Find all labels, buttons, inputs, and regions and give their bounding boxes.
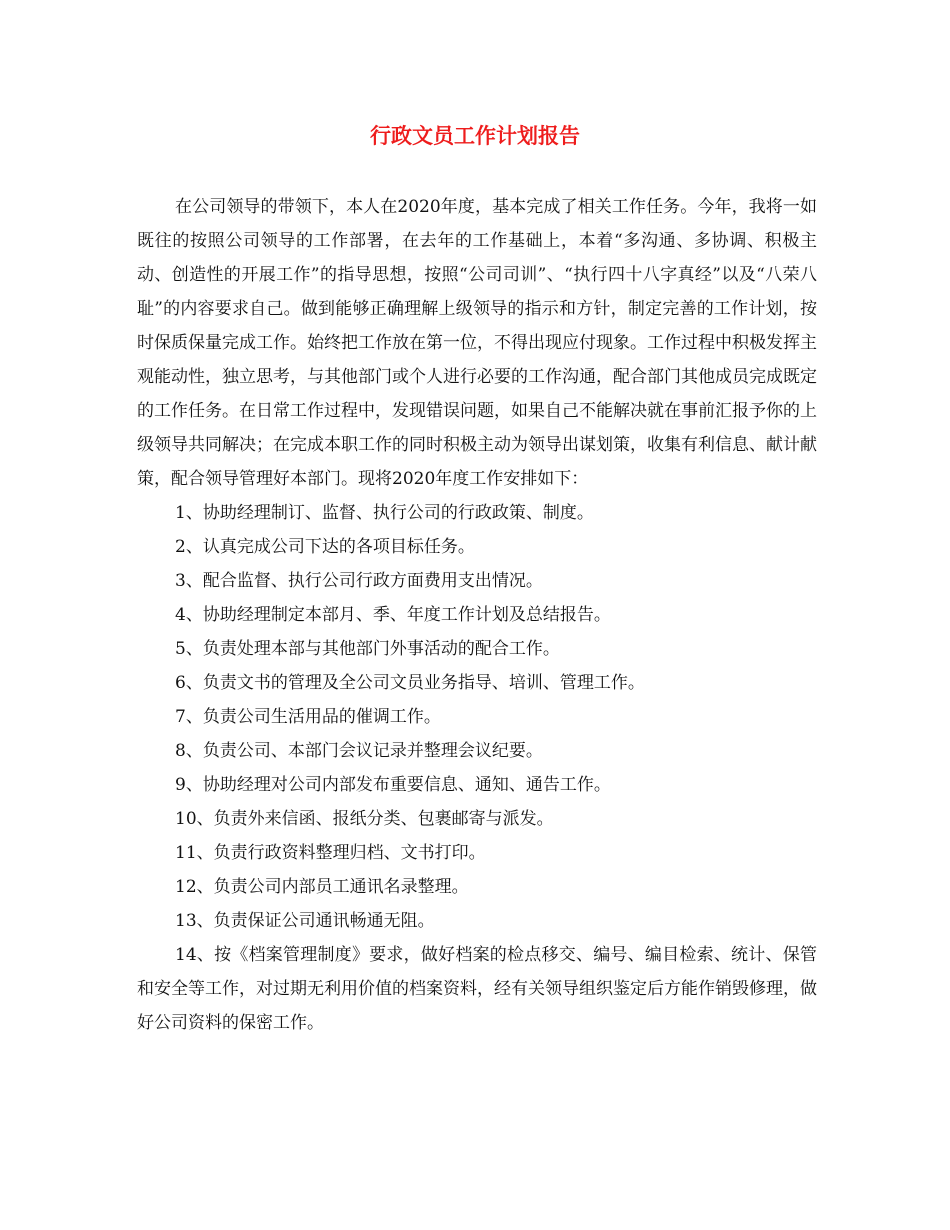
list-item: 6、负责文书的管理及全公司文员业务指导、培训、管理工作。: [175, 673, 645, 693]
document-title: 行政文员工作计划报告: [370, 123, 580, 148]
list-item: 11、负责行政资料整理归档、文书打印。: [175, 843, 486, 863]
intro-paragraph: 在公司领导的带领下，本人在2020年度，基本完成了相关工作任务。今年，我将一如既往的按照公司领导的工作部署，在去年的工作基础上，本着“多沟通、多协调、积极主动、创造性的开展工作”的指导思想，按照“公司司训”、“执行四十八字真经”以及“八荣八耻”的内容要求自己。做到能够正确理解上级领导的指示和方针，制定完善的工作计划，按时保质保量完成工作。始终把工作放在第一位，不得出现应付现象。工作过程中积极发挥主观能动性，独立思考，与其他部门或个人进行必要的工作沟通，配合部门其他成员完成既定的工作任务。在日常工作过程中，发现错误问题，如果自己不能解决就在事前汇报予你的上级领导共同解决；在完成本职工作的同时积极主动为领导出谋划策，收集有利信息、献计献策，配合领导管理好本部门。现将2020年度工作安排如下：: [137, 197, 817, 489]
list-item: 9、协助经理对公司内部发布重要信息、通知、通告工作。: [175, 775, 611, 795]
list-item: 12、负责公司内部员工通讯名录整理。: [175, 877, 469, 897]
list-item: 4、协助经理制定本部月、季、年度工作计划及总结报告。: [175, 605, 611, 625]
list-item: 2、认真完成公司下达的各项目标任务。: [175, 537, 475, 557]
list-item: 14、按《档案管理制度》要求，做好档案的检点移交、编号、编目检索、统计、保管和安全等工作，对过期无利用价值的档案资料，经有关领导组织鉴定后方能作销毁修理，做好公司资料的保密工作。: [137, 945, 817, 1033]
list-item: 13、负责保证公司通讯畅通无阻。: [175, 911, 435, 931]
list-item: 3、配合监督、执行公司行政方面费用支出情况。: [175, 571, 543, 591]
list-item: 1、协助经理制订、监督、执行公司的行政政策、制度。: [175, 503, 594, 523]
document-body: [137, 190, 817, 1040]
list-item: 5、负责处理本部与其他部门外事活动的配合工作。: [175, 639, 560, 659]
list-item: 7、负责公司生活用品的催调工作。: [175, 707, 441, 727]
list-item: 10、负责外来信函、报纸分类、包裹邮寄与派发。: [175, 809, 554, 829]
list-item: 8、负责公司、本部门会议记录并整理会议纪要。: [175, 741, 543, 761]
